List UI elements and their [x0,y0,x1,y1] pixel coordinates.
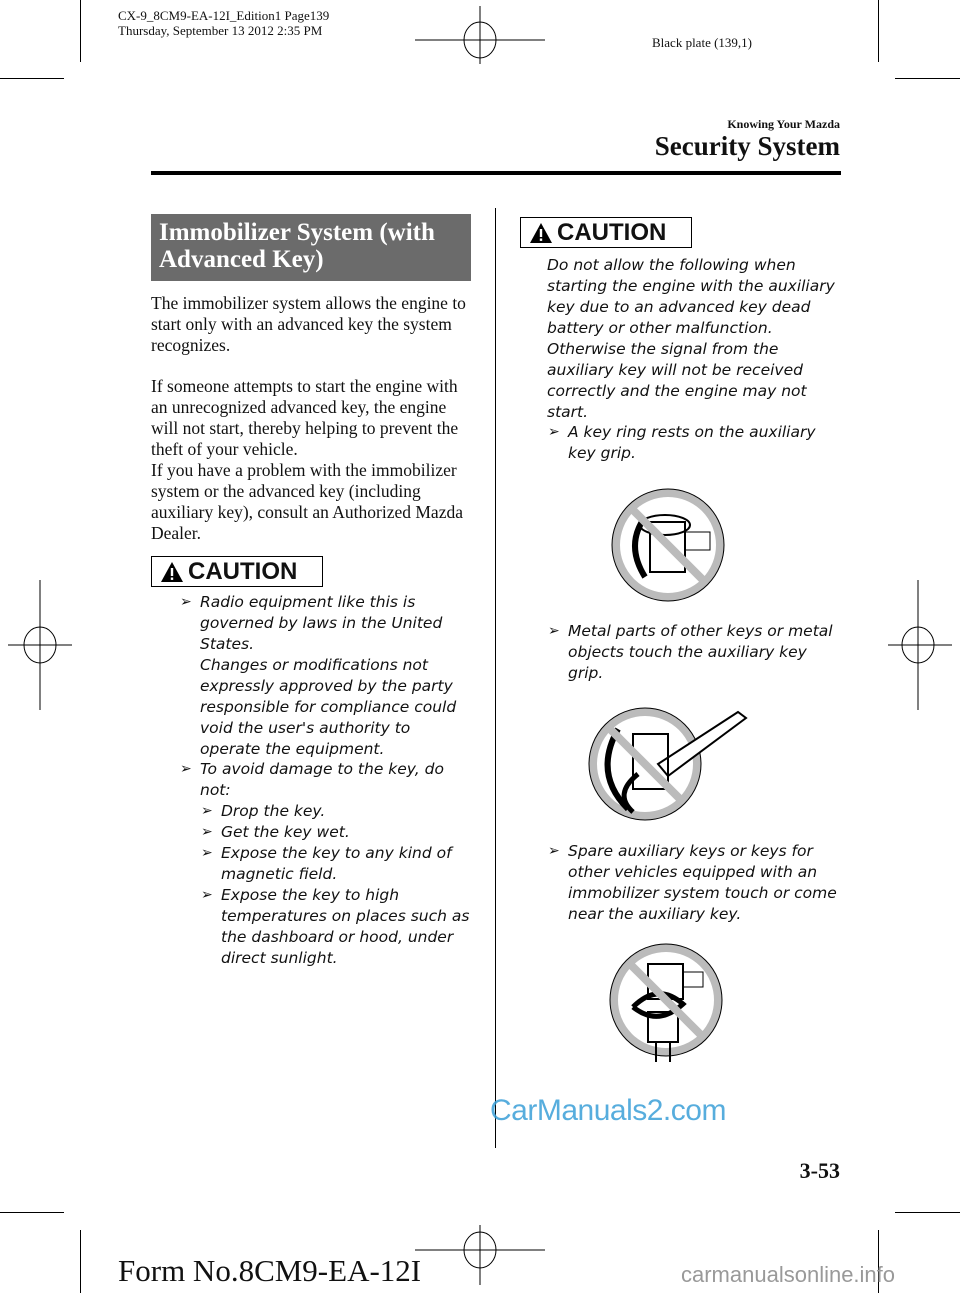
bullet-text: Spare auxiliary keys or keys for other vehicles equipped with an immobilizer system touch or come near the auxiliary key. [568,842,837,923]
bullet-text: Expose the key to high temperatures on places such as the dashboard or hood, under direct sunlight. [221,886,470,967]
bullet-item [548,841,843,925]
bullet-text: Drop the key. [221,802,326,820]
bullet-text: Metal parts of other keys or metal objects touch the auxiliary key grip. [568,622,833,682]
bullet-text: Radio equipment like this is governed by laws in the United States. [200,593,443,653]
watermark-2: carmanualsonline.info [681,1262,896,1287]
arrow-bullet-icon: ➢ [201,887,213,903]
column-divider [495,208,496,1148]
bullet-item [180,759,465,801]
bullet-item [548,621,843,684]
page-number: 3-53 [799,1158,840,1183]
section-heading: Immobilizer System (with Advanced Key) [151,214,471,281]
header-rule [151,171,841,175]
key-ring-prohibited-illustration [610,487,726,603]
arrow-bullet-icon: ➢ [548,843,560,859]
caution-label [520,217,692,248]
bullet-text: Get the key wet. [221,823,350,841]
chapter-title: Knowing Your Mazda [727,117,840,131]
bullet-text: To avoid damage to the key, do not: [200,760,444,799]
arrow-bullet-icon: ➢ [548,424,560,440]
print-timestamp: Thursday, September 13 2012 2:35 PM [118,23,323,38]
form-number: Form No.8CM9-EA-12I [118,1253,422,1288]
sub-bullet-item [201,885,471,969]
paragraph: The immobilizer system allows the engine to start only with an advanced key the system recognizes. [151,293,466,355]
spare-key-prohibited-illustration [608,942,728,1064]
watermark: CarManuals2.com [490,1094,726,1127]
warning-icon [529,222,553,244]
caution-text: CAUTION [188,557,298,585]
arrow-bullet-icon: ➢ [180,761,192,777]
arrow-bullet-icon: ➢ [180,594,192,610]
bullet-item [548,422,838,464]
print-job-id: CX-9_8CM9-EA-12I_Edition1 Page139 [118,8,330,23]
caution-label [151,556,323,587]
arrow-bullet-icon: ➢ [201,803,213,819]
paragraph: If you have a problem with the immobilizer system or the advanced key (including auxiliary key), consult an Authorized Mazda Dealer. [151,460,463,543]
caution-intro: Do not allow the following when starting the engine with the auxiliary key due to an advanced key dead battery or other malfunction. Otherwise the signal from the auxiliary key will not be received correctly and the engine may not start. [547,256,835,421]
arrow-bullet-icon: ➢ [548,623,560,639]
warning-icon [160,561,184,583]
paragraph: If someone attempts to start the engine with an unrecognized advanced key, the engine will not start, thereby helping to prevent the theft of your vehicle. [151,376,459,459]
arrow-bullet-icon: ➢ [201,824,213,840]
bullet-item [180,592,465,760]
sub-bullet-item [201,822,471,843]
plate-label: Black plate (139,1) [652,35,752,50]
bullet-text: Expose the key to any kind of magnetic field. [221,844,452,883]
caution-text: CAUTION [557,218,667,246]
metal-key-prohibited-illustration [588,704,753,824]
print-meta [118,8,329,38]
arrow-bullet-icon: ➢ [201,845,213,861]
bullet-text: A key ring rests on the auxiliary key grip. [568,423,816,462]
bullet-text: Changes or modifications not expressly approved by the party responsible for compliance could void the user's authority to operate the equipment. [200,656,457,758]
sub-bullet-item [201,801,471,822]
sub-bullet-item [201,843,461,885]
section-title: Security System [654,131,840,161]
